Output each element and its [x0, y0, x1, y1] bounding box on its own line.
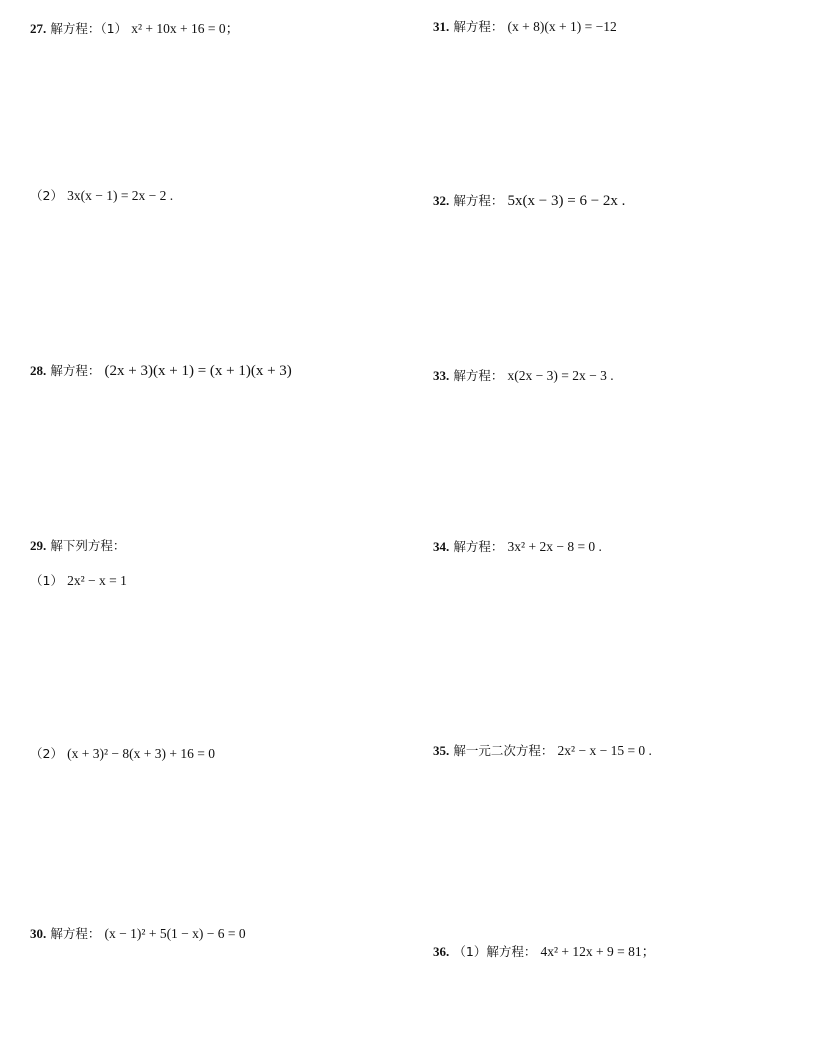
problem-label: 解一元二次方程： [453, 743, 554, 758]
problem-number: 34. [433, 539, 450, 554]
equation: (x + 3)² − 8(x + 3) + 16 = 0 [67, 746, 215, 761]
problem-29-part-1 [30, 572, 127, 591]
problem-number: 36. [433, 944, 450, 959]
problem-label: （2） [30, 746, 63, 761]
problem-33 [433, 367, 614, 386]
equation: 2x² − x = 1 [67, 573, 127, 588]
equation: x² + 10x + 16 = 0； [131, 21, 240, 36]
equation: 3x(x − 1) = 2x − 2 . [67, 188, 174, 203]
equation: 4x² + 12x + 9 = 81； [540, 944, 656, 959]
equation: 2x² − x − 15 = 0 . [557, 743, 652, 758]
problem-number: 31. [433, 19, 450, 34]
equation: (x − 1)² + 5(1 − x) − 6 = 0 [104, 926, 246, 941]
problem-27 [30, 20, 239, 39]
equation: 5x(x − 3) = 6 − 2x . [507, 193, 626, 209]
problem-label: 解方程： [50, 926, 101, 941]
problem-30 [30, 925, 246, 944]
problem-number: 28. [30, 363, 47, 378]
problem-label: （1）解方程： [453, 944, 537, 959]
problem-29-part-2 [30, 745, 215, 764]
problem-28 [30, 362, 292, 381]
problem-label: 解方程： [453, 539, 504, 554]
problem-number: 35. [433, 743, 450, 758]
problem-number: 33. [433, 368, 450, 383]
problem-label: （2） [30, 188, 63, 203]
problem-29 [30, 537, 125, 556]
problem-label: 解方程：（1） [50, 21, 128, 36]
problem-32 [433, 192, 625, 211]
equation: x(2x − 3) = 2x − 3 . [507, 368, 614, 383]
problem-label: 解方程： [453, 368, 504, 383]
problem-number: 29. [30, 538, 47, 553]
problem-36 [433, 943, 655, 962]
problem-label: 解方程： [453, 193, 504, 208]
problem-34 [433, 538, 602, 557]
equation: (x + 8)(x + 1) = −12 [507, 19, 617, 34]
equation: 3x² + 2x − 8 = 0 . [507, 539, 602, 554]
problem-31 [433, 18, 617, 37]
problem-label: 解方程： [453, 19, 504, 34]
problem-number: 27. [30, 21, 47, 36]
problem-number: 30. [30, 926, 47, 941]
problem-27-part-2 [30, 187, 173, 206]
problem-label: 解方程： [50, 363, 101, 378]
problem-number: 32. [433, 193, 450, 208]
problem-35 [433, 742, 652, 761]
problem-label: 解下列方程： [50, 538, 126, 553]
equation: (2x + 3)(x + 1) = (x + 1)(x + 3) [104, 363, 292, 379]
problem-label: （1） [30, 573, 63, 588]
